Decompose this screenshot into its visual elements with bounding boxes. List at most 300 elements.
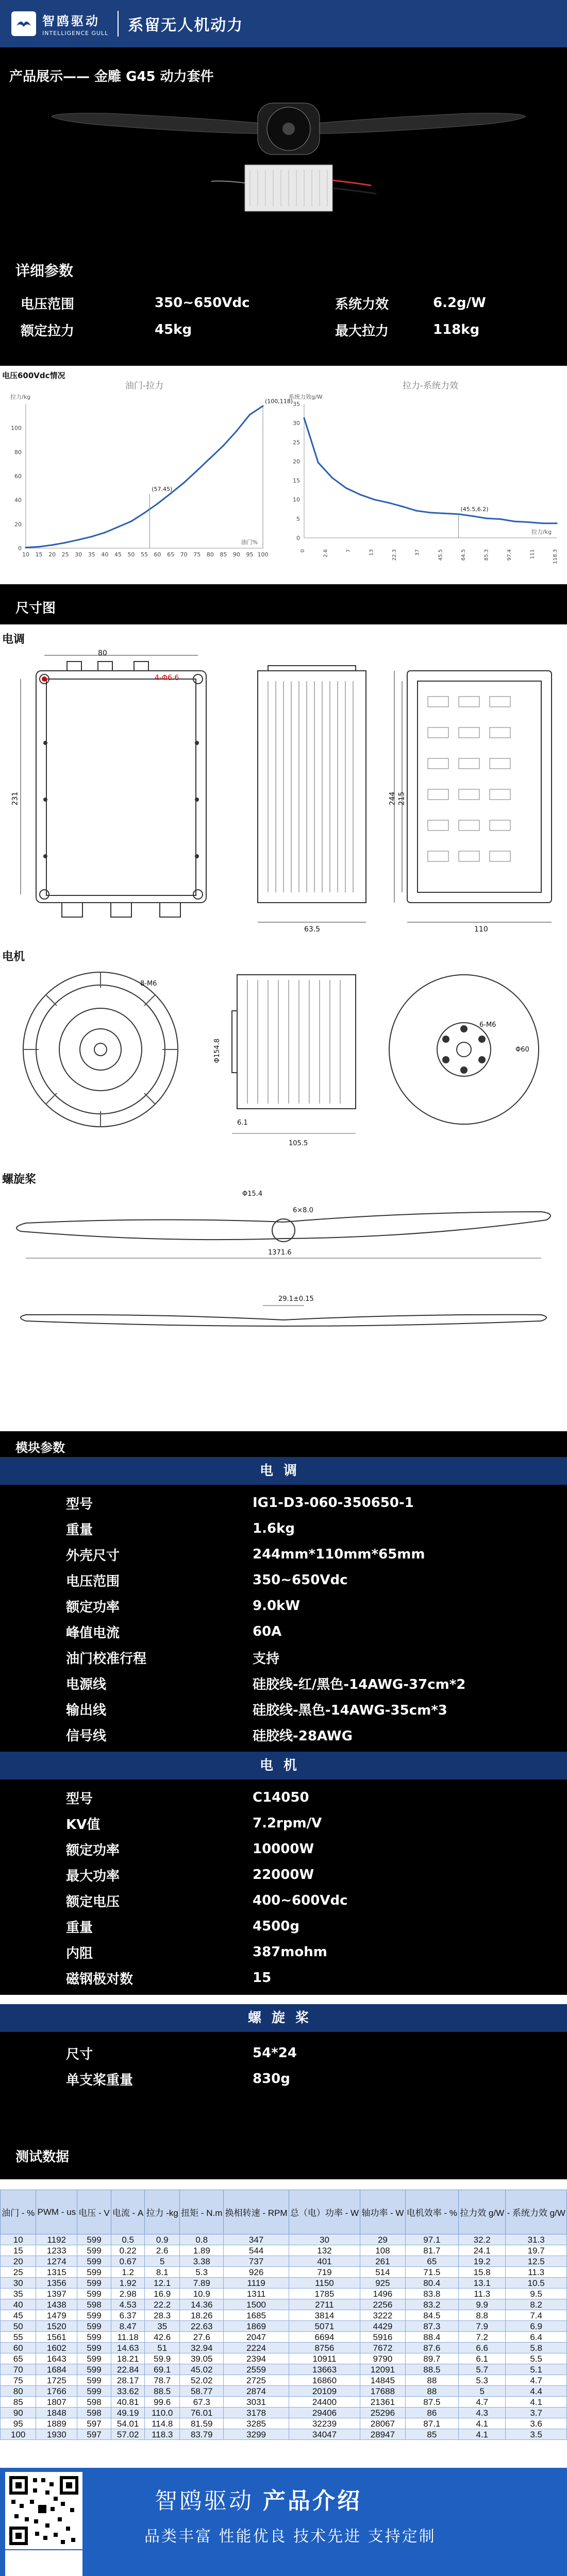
x-tick-label: 7 — [346, 549, 352, 553]
data-point — [345, 487, 347, 489]
footer-tagline: 品类丰富 性能优良 技术先进 支持定制 — [144, 2528, 436, 2546]
table-row — [1, 2321, 567, 2332]
module-section — [0, 1431, 567, 1995]
table-row — [0, 1836, 567, 1862]
spec-value: 6.2g/W — [433, 295, 486, 311]
table-row — [1, 2375, 567, 2386]
table-cell: 4.4 — [506, 2386, 567, 2397]
product-heading: 产品展示—— 金雕 G45 动力套件 — [9, 69, 214, 84]
table-cell: 85 — [405, 2429, 459, 2440]
table-row — [0, 2066, 567, 2092]
table-cell: 1.89 — [179, 2245, 224, 2256]
details-row-2 — [0, 316, 567, 343]
table-cell: 1685 — [224, 2310, 289, 2321]
table-cell: 132 — [289, 2245, 360, 2256]
table-cell: 2224 — [224, 2343, 289, 2353]
table-cell: 13.1 — [459, 2278, 506, 2289]
y-tick-label: 10 — [293, 496, 300, 503]
table-cell: 88 — [405, 2375, 459, 2386]
data-point — [38, 546, 40, 548]
table-cell: 4.1 — [506, 2397, 567, 2408]
table-cell: 5071 — [289, 2321, 360, 2332]
series-line — [304, 418, 557, 523]
table-cell: 87.6 — [405, 2343, 459, 2353]
table-cell: 65 — [405, 2256, 459, 2267]
x-tick-label: 35 — [88, 551, 95, 558]
chart-xlabel: 拉力/kg — [531, 529, 552, 535]
annotation-label: (57.45) — [152, 486, 173, 493]
x-tick-label: 50 — [127, 551, 135, 558]
data-point — [472, 515, 473, 517]
chart-xlabel: 油门% — [241, 539, 258, 546]
spec-key: 最大拉力 — [335, 323, 389, 339]
table-cell: 12091 — [360, 2364, 405, 2375]
x-tick-label: 75 — [193, 551, 201, 558]
table-cell: 14845 — [360, 2375, 405, 2386]
x-tick-label: 85.3 — [483, 549, 490, 561]
table-row — [0, 1567, 567, 1593]
table-cell: 599 — [77, 2267, 111, 2278]
dim-244: 244 — [388, 791, 397, 806]
table-cell: 597 — [77, 2429, 111, 2440]
brand-logo — [11, 11, 108, 37]
table-cell: 83.2 — [405, 2299, 459, 2310]
data-point — [196, 470, 198, 471]
data-point — [303, 417, 305, 419]
table-cell: 5 — [459, 2386, 506, 2397]
dim-63: 63.5 — [304, 925, 321, 934]
table-cell: 11.3 — [459, 2289, 506, 2299]
product-showcase — [0, 47, 567, 239]
data-point — [143, 512, 145, 514]
table-cell: 0.9 — [145, 2234, 180, 2245]
param-value: 387mohm — [253, 1944, 327, 1960]
param-value: 4500g — [253, 1919, 299, 1934]
param-value: C14050 — [253, 1790, 309, 1805]
table-cell: 32.2 — [459, 2234, 506, 2245]
table-cell: 2725 — [224, 2375, 289, 2386]
table-cell: 6694 — [289, 2332, 360, 2343]
param-key: 电压范围 — [66, 1573, 120, 1589]
x-tick-label: 37 — [414, 549, 421, 556]
table-cell: 1.2 — [111, 2267, 145, 2278]
data-point — [331, 477, 333, 479]
prop-band: 螺旋桨 — [0, 2004, 567, 2032]
table-cell: 1500 — [224, 2299, 289, 2310]
table-cell: 11.3 — [506, 2267, 567, 2278]
column-header: 扭矩 - N.m — [179, 2190, 224, 2234]
param-key: 外壳尺寸 — [66, 1548, 120, 1564]
dim-width: 29.1±0.15 — [278, 1295, 314, 1303]
table-cell: 87.5 — [405, 2397, 459, 2408]
y-tick-label: 80 — [14, 449, 22, 456]
table-cell: 2.6 — [145, 2245, 180, 2256]
table-cell: 3285 — [224, 2418, 289, 2429]
column-header: 拉力 -kg — [145, 2190, 180, 2234]
table-cell: 85 — [1, 2397, 36, 2408]
table-cell: 599 — [77, 2256, 111, 2267]
motor-drawing — [10, 964, 557, 1140]
param-key: 单支桨重量 — [66, 2072, 134, 2088]
table-cell: 1643 — [36, 2353, 77, 2364]
column-header: 拉力效 g/W — [459, 2190, 506, 2234]
dim-60: Φ60 — [515, 1046, 529, 1054]
table-cell: 7.89 — [179, 2278, 224, 2289]
y-tick-label: 30 — [293, 420, 300, 427]
table-cell: 1274 — [36, 2256, 77, 2267]
table-cell: 15.8 — [459, 2267, 506, 2278]
table-cell: 65 — [1, 2353, 36, 2364]
param-value: 硅胶线-黑色-14AWG-35cm*3 — [253, 1702, 447, 1718]
table-cell: 3.5 — [506, 2429, 567, 2440]
table-row — [1, 2386, 567, 2397]
table-cell: 10.9 — [179, 2289, 224, 2299]
data-point — [249, 414, 251, 415]
table-cell: 83.79 — [179, 2429, 224, 2440]
series-line — [26, 406, 263, 548]
table-cell: 3178 — [224, 2408, 289, 2418]
data-point — [157, 503, 158, 504]
table-cell: 81.7 — [405, 2245, 459, 2256]
y-tick-label: 20 — [293, 458, 300, 465]
x-tick-label: 85 — [220, 551, 227, 558]
table-cell: 60 — [1, 2343, 36, 2353]
table-cell: 8.1 — [145, 2267, 180, 2278]
data-point — [500, 518, 502, 520]
column-header: 轴功率 - W — [360, 2190, 405, 2234]
param-key: KV值 — [66, 1817, 101, 1833]
test-table-wrap — [0, 2190, 567, 2440]
table-cell: 33.62 — [111, 2386, 145, 2397]
param-key: 油门校准行程 — [66, 1651, 147, 1667]
table-cell: 544 — [224, 2245, 289, 2256]
table-cell: 9790 — [360, 2353, 405, 2364]
table-cell: 58.77 — [179, 2386, 224, 2397]
table-cell: 80 — [1, 2386, 36, 2397]
table-cell: 78.7 — [145, 2375, 180, 2386]
x-tick-label: 45 — [114, 551, 122, 558]
param-key: 尺寸 — [66, 2046, 93, 2062]
table-cell: 22.2 — [145, 2299, 180, 2310]
table-cell: 28947 — [360, 2429, 405, 2440]
table-cell: 22.84 — [111, 2364, 145, 2375]
table-cell: 110.0 — [145, 2408, 180, 2418]
y-tick-label: 15 — [293, 477, 300, 484]
param-value: 支持 — [253, 1651, 280, 1667]
dims-heading: 尺寸图 — [15, 601, 56, 616]
data-point — [236, 430, 237, 432]
table-cell: 1869 — [224, 2321, 289, 2332]
table-cell: 7.4 — [506, 2310, 567, 2321]
table-cell: 1496 — [360, 2289, 405, 2299]
table-cell: 599 — [77, 2278, 111, 2289]
param-key: 额定功率 — [66, 1842, 120, 1858]
table-row — [1, 2289, 567, 2299]
param-value: 1.6kg — [253, 1521, 295, 1536]
column-header: 换相转速 - RPM — [224, 2190, 289, 2234]
table-cell: 1848 — [36, 2408, 77, 2418]
table-row — [0, 1541, 567, 1567]
table-cell: 88.5 — [145, 2386, 180, 2397]
table-cell: 95 — [1, 2418, 36, 2429]
table-cell: 0.5 — [111, 2234, 145, 2245]
y-tick-label: 35 — [293, 401, 300, 408]
table-cell: 12.1 — [145, 2278, 180, 2289]
table-cell: 25296 — [360, 2408, 405, 2418]
table-cell: 24.1 — [459, 2245, 506, 2256]
table-cell: 599 — [77, 2343, 111, 2353]
table-cell: 4.7 — [506, 2375, 567, 2386]
table-cell: 27.6 — [179, 2332, 224, 2343]
table-row — [0, 1939, 567, 1965]
dims-banner — [0, 584, 567, 624]
table-cell: 67.3 — [179, 2397, 224, 2408]
table-row — [0, 1490, 567, 1516]
table-row — [1, 2267, 567, 2278]
table-cell: 17688 — [360, 2386, 405, 2397]
footer-title-text: 产品介绍 — [263, 2488, 362, 2514]
x-tick-label: 118.3 — [553, 549, 558, 564]
table-cell: 88 — [405, 2386, 459, 2397]
table-header-row — [1, 2190, 567, 2234]
table-row — [1, 2429, 567, 2440]
param-key: 额定电压 — [66, 1894, 120, 1910]
table-row — [0, 1619, 567, 1645]
table-cell: 3.6 — [506, 2418, 567, 2429]
dim-holes: 4-Φ6.6 — [155, 674, 179, 682]
param-key: 型号 — [66, 1791, 93, 1807]
table-cell: 16.9 — [145, 2289, 180, 2299]
y-tick-label: 60 — [14, 473, 22, 480]
table-cell: 90 — [1, 2408, 36, 2418]
table-row — [0, 1722, 567, 1748]
table-cell: 6.9 — [506, 2321, 567, 2332]
table-cell: 34047 — [289, 2429, 360, 2440]
table-cell: 1785 — [289, 2289, 360, 2299]
table-cell: 0.67 — [111, 2256, 145, 2267]
table-row — [1, 2364, 567, 2375]
data-point — [91, 536, 92, 537]
motor-dim-label: 电机 — [2, 951, 25, 963]
data-point — [486, 518, 487, 519]
param-key: 型号 — [66, 1496, 93, 1512]
table-cell: 57.02 — [111, 2429, 145, 2440]
x-tick-label: 0 — [300, 549, 306, 553]
details-row-1 — [0, 290, 567, 316]
table-cell: 80.4 — [405, 2278, 459, 2289]
param-key: 内阻 — [66, 1945, 93, 1961]
charts-section — [0, 366, 567, 584]
test-data-table — [0, 2190, 567, 2440]
table-cell: 2559 — [224, 2364, 289, 2375]
data-point — [78, 539, 79, 540]
spec-value: 45kg — [155, 322, 192, 337]
table-cell: 1479 — [36, 2310, 77, 2321]
x-tick-label: 60 — [154, 551, 161, 558]
table-cell: 4.7 — [459, 2397, 506, 2408]
table-cell: 597 — [77, 2418, 111, 2429]
table-row — [1, 2418, 567, 2429]
x-tick-label: 13 — [369, 549, 375, 556]
dim-holes-prop: 6×8.0 — [293, 1207, 313, 1214]
table-cell: 1602 — [36, 2343, 77, 2353]
table-cell: 76.01 — [179, 2408, 224, 2418]
table-cell: 87.1 — [405, 2418, 459, 2429]
table-cell: 1684 — [36, 2364, 77, 2375]
table-cell: 1930 — [36, 2429, 77, 2440]
table-cell: 45.02 — [179, 2364, 224, 2375]
brand-name-cn: 智鸥驱动 — [42, 14, 100, 28]
details-heading: 详细参数 — [15, 262, 74, 279]
prop-params — [0, 2009, 567, 2102]
column-header: PWM - us — [36, 2190, 77, 2234]
chart-title: 油门-拉力 — [125, 381, 164, 391]
param-value: 244mm*110mm*65mm — [253, 1547, 425, 1562]
table-cell: 10911 — [289, 2353, 360, 2364]
table-cell: 1311 — [224, 2289, 289, 2299]
table-row — [1, 2256, 567, 2267]
x-tick-label: 22.3 — [392, 549, 398, 561]
spec-value: 118kg — [433, 322, 480, 337]
table-cell: 10 — [1, 2234, 36, 2245]
table-cell: 261 — [360, 2256, 405, 2267]
x-tick-label: 45.5 — [438, 549, 444, 561]
table-cell: 118.3 — [145, 2429, 180, 2440]
data-point — [542, 522, 543, 524]
param-value: IG1-D3-060-350650-1 — [253, 1495, 414, 1511]
table-cell: 1807 — [36, 2397, 77, 2408]
table-cell: 0.8 — [179, 2234, 224, 2245]
table-cell: 7.2 — [459, 2332, 506, 2343]
dim-1371: 1371.6 — [268, 1249, 292, 1257]
table-row — [1, 2332, 567, 2343]
table-cell: 0.22 — [111, 2245, 145, 2256]
table-cell: 737 — [224, 2256, 289, 2267]
motor-band: 电机 — [0, 1752, 567, 1780]
table-cell: 599 — [77, 2332, 111, 2343]
data-point — [514, 520, 515, 522]
table-cell: 18.21 — [111, 2353, 145, 2364]
table-cell: 86 — [405, 2408, 459, 2418]
table-cell: 83.8 — [405, 2289, 459, 2299]
dim-80: 80 — [98, 649, 107, 657]
table-cell: 6.4 — [506, 2332, 567, 2343]
annotation-label: (45.5,6.2) — [460, 505, 489, 513]
y-tick-label: 100 — [11, 425, 22, 432]
y-tick-label: 25 — [293, 439, 300, 446]
param-key: 信号线 — [66, 1728, 107, 1744]
spec-value: 350~650Vdc — [155, 295, 250, 311]
secondary-qr-icon — [5, 2550, 82, 2576]
y-tick-label: 40 — [14, 497, 22, 504]
table-cell: 599 — [77, 2310, 111, 2321]
table-cell: 4429 — [360, 2321, 405, 2332]
table-cell: 1315 — [36, 2267, 77, 2278]
table-cell: 15 — [1, 2245, 36, 2256]
dims-section — [0, 624, 567, 1418]
table-cell: 99.6 — [145, 2397, 180, 2408]
table-cell: 5.3 — [459, 2375, 506, 2386]
y-tick-label: 0 — [296, 535, 300, 541]
table-cell: 1119 — [224, 2278, 289, 2289]
y-tick-label: 20 — [14, 521, 22, 528]
table-cell: 1397 — [36, 2289, 77, 2299]
x-tick-label: 65 — [167, 551, 175, 558]
table-cell: 28.17 — [111, 2375, 145, 2386]
table-row — [1, 2310, 567, 2321]
table-cell: 54.01 — [111, 2418, 145, 2429]
product-propeller-image — [46, 93, 531, 232]
table-cell: 30 — [1, 2278, 36, 2289]
table-cell: 81.59 — [179, 2418, 224, 2429]
spec-key: 电压范围 — [21, 296, 75, 312]
table-cell: 598 — [77, 2299, 111, 2310]
table-cell: 18.26 — [179, 2310, 224, 2321]
table-cell: 2256 — [360, 2299, 405, 2310]
data-point — [374, 499, 375, 500]
table-cell: 599 — [77, 2375, 111, 2386]
table-cell: 1561 — [36, 2332, 77, 2343]
table-cell: 10.5 — [506, 2278, 567, 2289]
spec-key: 系统力效 — [335, 296, 389, 312]
table-cell: 599 — [77, 2364, 111, 2375]
table-cell: 114.8 — [145, 2418, 180, 2429]
qr-code-icon — [5, 2472, 82, 2549]
dim-6-1: 6.1 — [237, 1119, 248, 1127]
table-cell: 8756 — [289, 2343, 360, 2353]
table-cell: 2394 — [224, 2353, 289, 2364]
table-cell: 2047 — [224, 2332, 289, 2343]
table-cell: 2711 — [289, 2299, 360, 2310]
brand-name-en: INTELLIGENCE GULL — [42, 30, 109, 37]
data-point — [117, 526, 119, 528]
table-cell: 925 — [360, 2278, 405, 2289]
table-row — [0, 1785, 567, 1810]
table-cell: 21361 — [360, 2397, 405, 2408]
column-header: - 系统力效 g/W — [506, 2190, 567, 2234]
param-value: 60A — [253, 1624, 282, 1639]
table-cell: 28067 — [360, 2418, 405, 2429]
footer-title — [155, 2482, 362, 2515]
y-tick-label: 5 — [296, 515, 300, 522]
table-cell: 719 — [289, 2267, 360, 2278]
table-cell: 5.7 — [459, 2364, 506, 2375]
table-cell: 19.7 — [506, 2245, 567, 2256]
table-cell: 514 — [360, 2267, 405, 2278]
table-cell: 8.47 — [111, 2321, 145, 2332]
data-point — [52, 544, 53, 546]
table-cell: 32239 — [289, 2418, 360, 2429]
table-cell: 71.5 — [405, 2267, 459, 2278]
data-point — [183, 482, 185, 483]
x-tick-label: 97.4 — [506, 549, 512, 561]
table-cell: 42.6 — [145, 2332, 180, 2343]
table-cell: 29406 — [289, 2408, 360, 2418]
table-cell: 5 — [145, 2256, 180, 2267]
param-value: 54*24 — [253, 2045, 297, 2061]
column-header: 油门 - % — [1, 2190, 36, 2234]
table-cell: 6.1 — [459, 2353, 506, 2364]
data-point — [359, 494, 361, 495]
data-point — [528, 521, 529, 523]
x-tick-label: 111 — [529, 549, 536, 560]
table-row — [1, 2299, 567, 2310]
table-row — [0, 1888, 567, 1913]
table-row — [0, 1810, 567, 1836]
param-value: 9.0kW — [253, 1598, 301, 1614]
esc-dim-label: 电调 — [2, 633, 25, 646]
chart-ylabel: 拉力/kg — [10, 394, 31, 400]
